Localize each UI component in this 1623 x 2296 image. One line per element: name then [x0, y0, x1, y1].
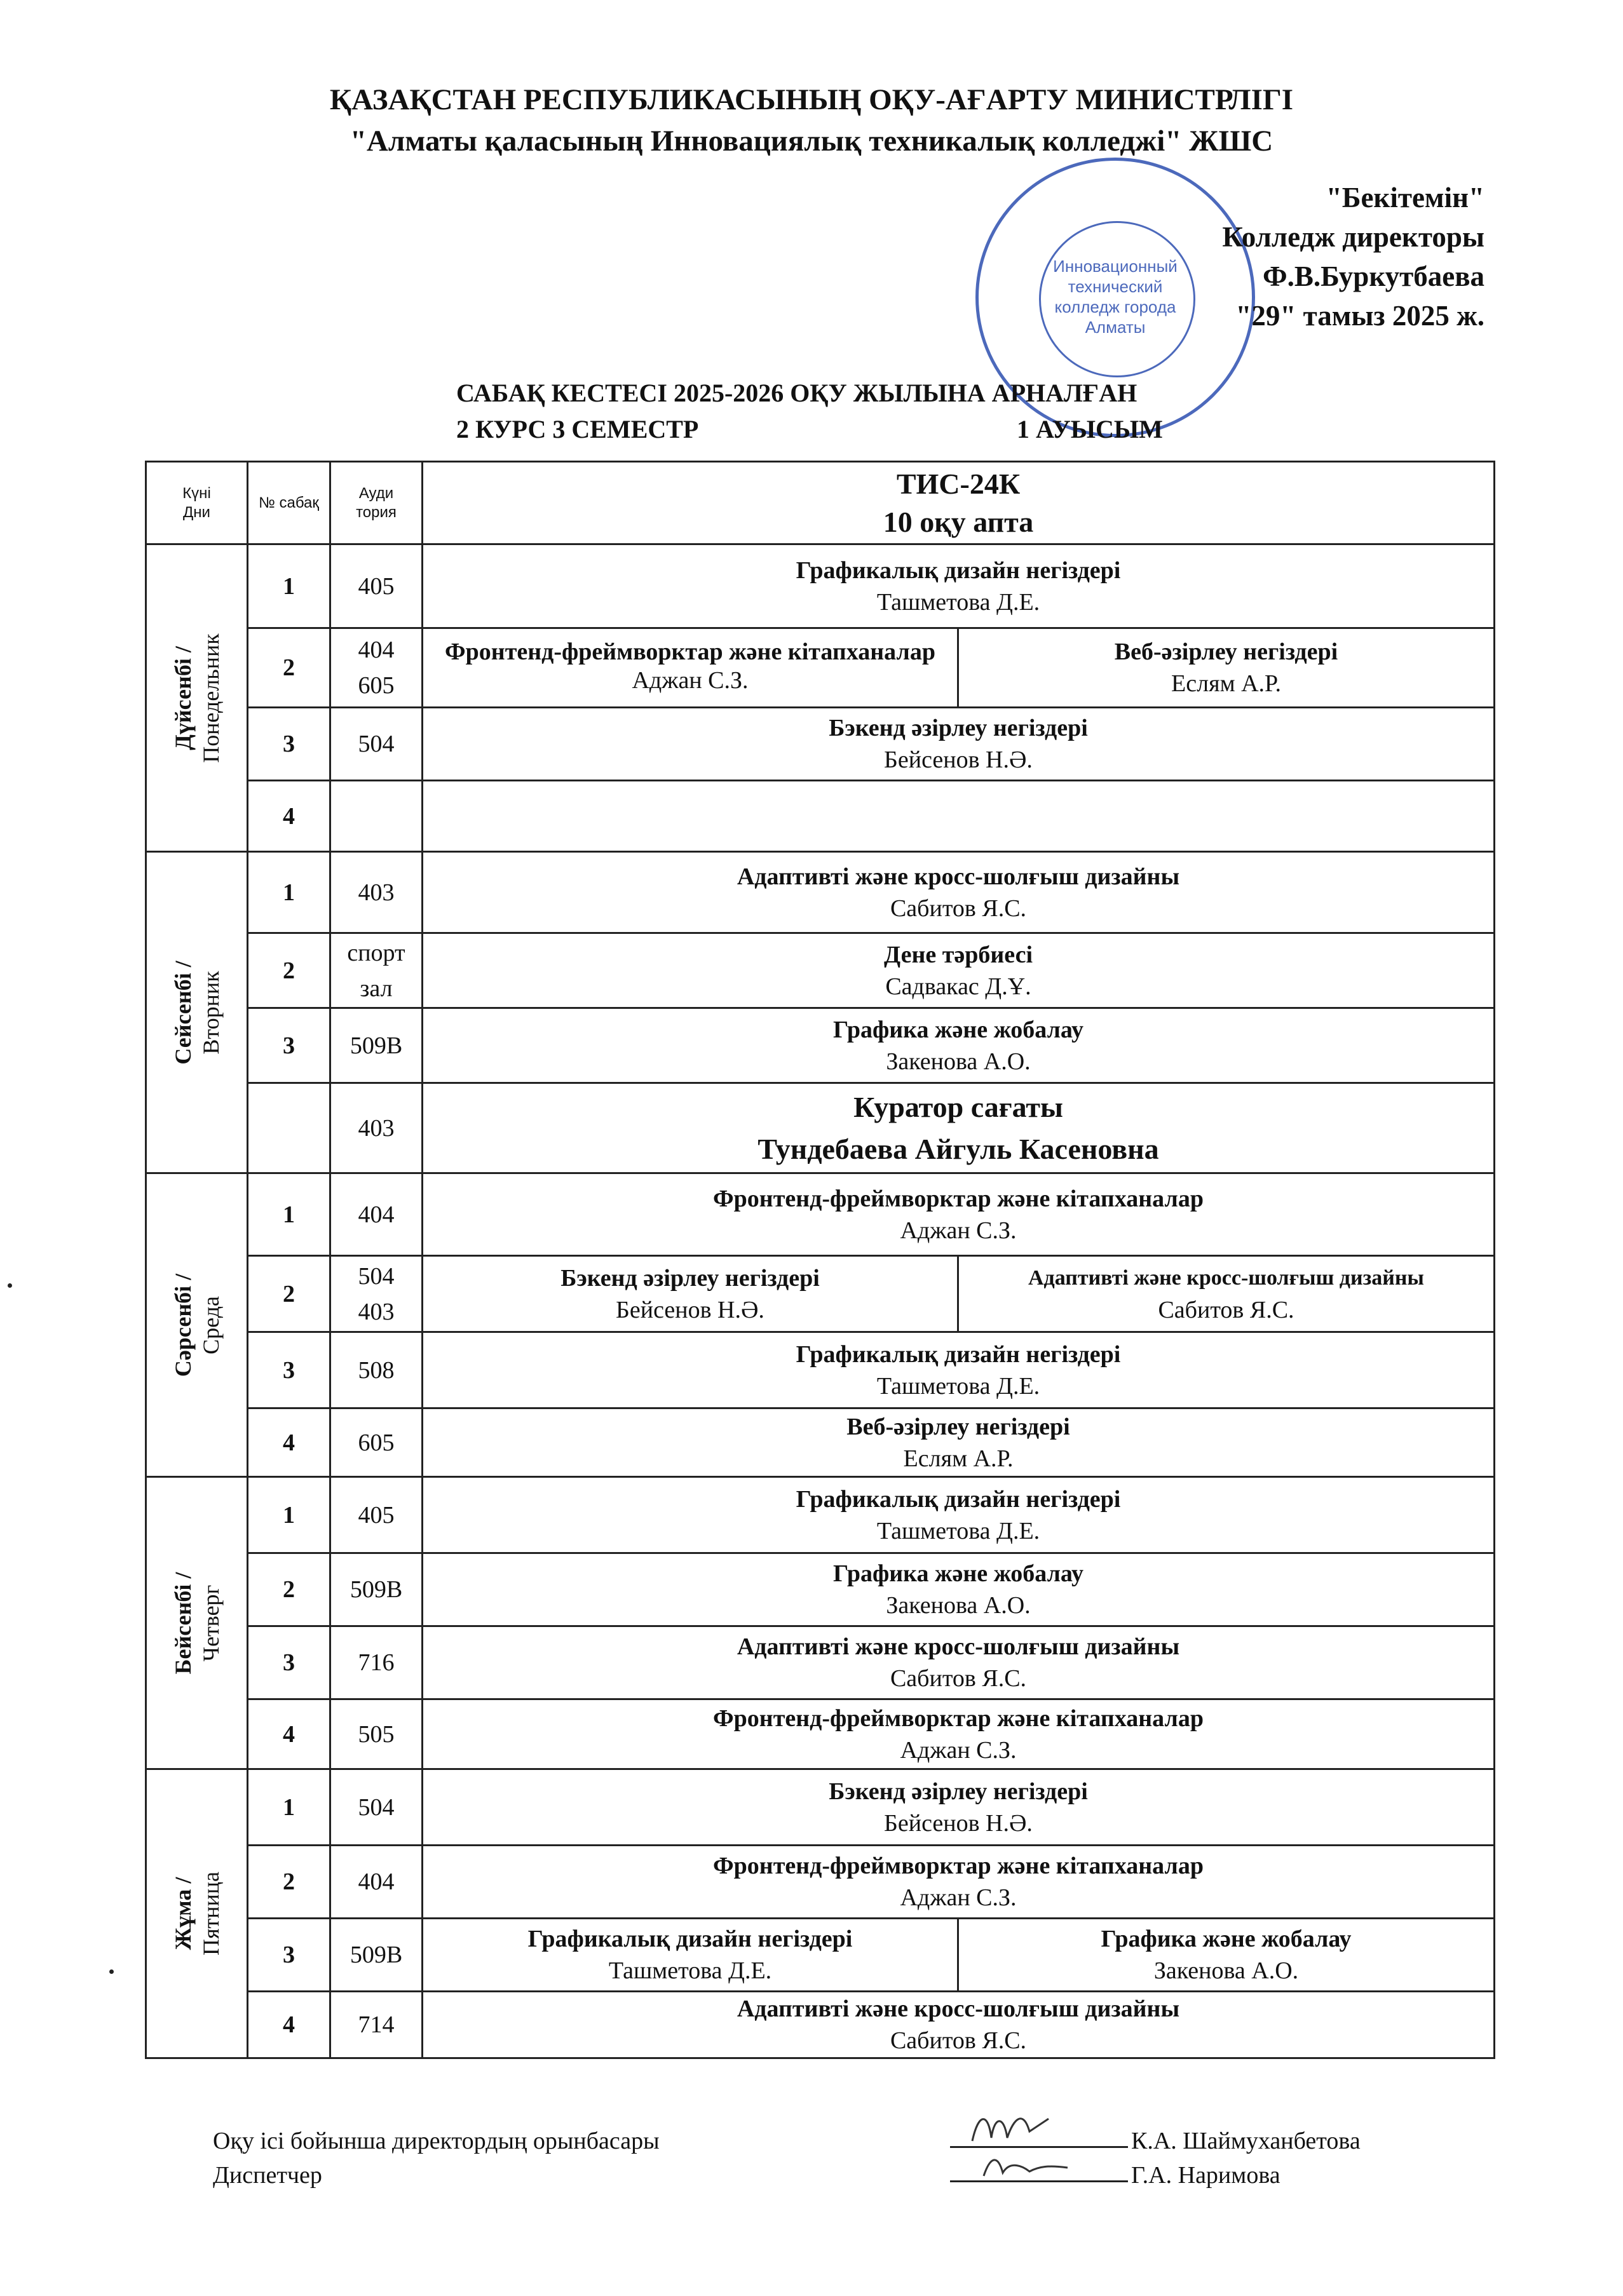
teacher: Еслям А.Р.	[903, 1445, 1014, 1472]
lesson-number: 1	[248, 852, 330, 933]
lesson-cell	[423, 852, 1495, 933]
table-row	[146, 1626, 1495, 1699]
lesson-number: 2	[248, 1256, 330, 1332]
day-cell-tuesday	[146, 852, 248, 1173]
room-b: 403	[358, 1298, 395, 1325]
lesson-number: 3	[248, 708, 330, 781]
subject: Бэкенд әзірлеу негіздері	[560, 1264, 820, 1292]
room-b: 605	[358, 672, 395, 699]
day-label-tuesday: Сейсенбі / Вторник	[170, 960, 224, 1065]
stamp-line: технический	[1068, 277, 1163, 296]
ministry-title: ҚАЗАҚСТАН РЕСПУБЛИКАСЫНЫҢ ОҚУ-АҒАРТУ МИНИСТРЛІГІ	[329, 83, 1294, 116]
week-label: 10 оқу апта	[883, 505, 1034, 538]
teacher: Аджан С.З.	[900, 1217, 1017, 1244]
col-day-ru: Дни	[183, 503, 210, 521]
lesson-number: 1	[248, 1769, 330, 1846]
teacher: Аджан С.З.	[632, 667, 749, 694]
lesson-cell	[423, 1626, 1495, 1699]
lesson-cell	[423, 1992, 1495, 2058]
teacher: Ташметова Д.Е.	[876, 588, 1040, 616]
subject: Графика және жобалау	[1101, 1926, 1352, 1952]
teacher: Садвакас Д.Ұ.	[885, 973, 1031, 1000]
lesson-cell	[423, 1332, 1495, 1408]
curator-title: Куратор сағаты	[853, 1090, 1063, 1123]
lesson-number: 2	[248, 1846, 330, 1919]
col-room-1: Ауди	[358, 484, 394, 502]
curator-cell	[423, 1083, 1495, 1173]
table-row	[146, 1083, 1495, 1173]
approval-director: Ф.В.Буркутбаева	[1263, 260, 1484, 292]
col-room-2: тория	[356, 503, 397, 521]
table-row	[146, 1408, 1495, 1477]
room-cell	[330, 781, 423, 852]
schedule-table	[145, 461, 1495, 2059]
approval-block	[1222, 178, 1484, 335]
teacher: Сабитов Я.С.	[1158, 1296, 1294, 1323]
scan-speck	[8, 1283, 12, 1288]
lesson-cell-b	[958, 1256, 1495, 1332]
table-row	[146, 1477, 1495, 1553]
table-row	[146, 1699, 1495, 1769]
lesson-cell	[423, 933, 1495, 1008]
lesson-number: 3	[248, 1626, 330, 1699]
room-cell: 605	[330, 1408, 423, 1477]
teacher: Закенова А.О.	[1153, 1957, 1299, 1984]
lesson-cell-a	[423, 1919, 958, 1992]
room-b: зал	[360, 975, 393, 1002]
room-cell: 716	[330, 1626, 423, 1699]
room-cell: 403	[330, 1083, 423, 1173]
room-cell: 509В	[330, 1008, 423, 1083]
room-cell	[330, 933, 423, 1008]
lesson-cell	[423, 708, 1495, 781]
group-name: ТИС-24К	[896, 467, 1021, 500]
room-a: спорт	[347, 939, 405, 966]
teacher: Закенова А.О.	[886, 1048, 1031, 1075]
approval-line: "Бекітемін"	[1326, 182, 1484, 213]
room-cell: 714	[330, 1992, 423, 2058]
scan-speck	[109, 1969, 114, 1974]
subject: Веб-әзірлеу негіздері	[1114, 638, 1338, 665]
subject: Бэкенд әзірлеу негіздері	[829, 1778, 1088, 1805]
lesson-cell	[423, 781, 1495, 852]
table-row	[146, 1173, 1495, 1256]
room-cell: 404	[330, 1846, 423, 1919]
room-a: 504	[358, 1262, 395, 1290]
subject: Графикалық дизайн негіздері	[796, 1485, 1121, 1513]
lesson-cell	[423, 1477, 1495, 1553]
day-cell-wednesday	[146, 1173, 248, 1477]
day-cell-friday	[146, 1769, 248, 2058]
stamp-text	[979, 256, 1252, 337]
lesson-number: 1	[248, 1173, 330, 1256]
subject: Фронтенд-фреймворктар және кітапханалар	[713, 1185, 1204, 1212]
lesson-cell	[423, 1699, 1495, 1769]
signature-mark	[966, 2106, 1068, 2151]
teacher: Бейсенов Н.Ә.	[884, 746, 1033, 773]
col-room-header	[330, 462, 423, 544]
room-cell: 509В	[330, 1919, 423, 1992]
teacher: Закенова А.О.	[886, 1592, 1031, 1619]
subject: Фронтенд-фреймворктар және кітапханалар	[713, 1853, 1204, 1879]
teacher: Аджан С.З.	[900, 1884, 1017, 1911]
schedule-title: САБАҚ КЕСТЕСІ 2025-2026 ОҚУ ЖЫЛЫНА АРНАЛҒАН	[456, 379, 1137, 407]
subject: Адаптивті және кросс-шолғыш дизайны	[737, 1995, 1180, 2022]
subject: Дене тәрбиесі	[883, 941, 1033, 968]
lesson-number: 3	[248, 1332, 330, 1408]
room-cell: 405	[330, 1477, 423, 1553]
table-row	[146, 1256, 1495, 1332]
day-label-monday: Дүйсенбі / Понедельник	[170, 633, 224, 763]
stamp-line: Инновационный	[1053, 257, 1178, 276]
approval-position: Колледж директоры	[1222, 221, 1484, 253]
lesson-cell	[423, 1008, 1495, 1083]
shift-label: 1 АУЫСЫМ	[1017, 415, 1163, 443]
subject: Графикалық дизайн негіздері	[796, 1340, 1121, 1368]
table-row	[146, 1769, 1495, 1846]
lesson-cell-b	[958, 1919, 1495, 1992]
table-row	[146, 1553, 1495, 1626]
lesson-cell	[423, 544, 1495, 628]
table-row	[146, 628, 1495, 708]
deputy-title: Оқу ісі бойынша директордың орынбасары	[213, 2128, 660, 2154]
lesson-number: 4	[248, 1408, 330, 1477]
col-num-header: № сабақ	[248, 462, 330, 544]
deputy-name: К.А. Шаймуханбетова	[1131, 2128, 1361, 2154]
room-cell	[330, 628, 423, 708]
lesson-cell-a	[423, 628, 958, 708]
curator-name: Тундебаева Айгуль Касеновна	[757, 1132, 1159, 1165]
room-cell: 505	[330, 1699, 423, 1769]
subject: Адаптивті және кросс-шолғыш дизайны	[1028, 1266, 1424, 1290]
lesson-cell	[423, 1769, 1495, 1846]
subject: Графикалық дизайн негіздері	[796, 557, 1121, 584]
lesson-number: 2	[248, 1553, 330, 1626]
day-label-friday: Жұма / Пятница	[170, 1871, 224, 1956]
teacher: Еслям А.Р.	[1171, 670, 1281, 697]
course-semester: 2 КУРС 3 СЕМЕСТР	[456, 415, 699, 443]
table-row	[146, 852, 1495, 933]
room-cell: 508	[330, 1332, 423, 1408]
teacher: Ташметова Д.Е.	[876, 1517, 1040, 1544]
lesson-number: 3	[248, 1008, 330, 1083]
table-row	[146, 1008, 1495, 1083]
subject: Фронтенд-фреймворктар және кітапханалар	[713, 1705, 1204, 1732]
signature-mark	[979, 2147, 1080, 2185]
subject: Графикалық дизайн негіздері	[527, 1926, 853, 1952]
dispatcher-title: Диспетчер	[213, 2162, 322, 2189]
lesson-cell	[423, 1846, 1495, 1919]
subject: Адаптивті және кросс-шолғыш дизайны	[737, 863, 1180, 890]
lesson-number: 2	[248, 628, 330, 708]
college-title: "Алматы қаласының Инновациялық техникалық колледжі" ЖШС	[350, 125, 1273, 158]
table-row	[146, 1846, 1495, 1919]
group-header	[423, 462, 1495, 544]
subject: Фронтенд-фреймворктар және кітапханалар	[445, 638, 935, 665]
lesson-cell	[423, 1553, 1495, 1626]
table-row	[146, 781, 1495, 852]
dispatcher-name: Г.А. Наримова	[1131, 2162, 1280, 2189]
teacher: Бейсенов Н.Ә.	[884, 1809, 1033, 1837]
lesson-number: 1	[248, 544, 330, 628]
room-cell: 504	[330, 708, 423, 781]
approval-date: "29" тамыз 2025 ж.	[1235, 300, 1484, 332]
lesson-number: 3	[248, 1919, 330, 1992]
stamp-line: Алматы	[1085, 318, 1146, 337]
day-cell-monday	[146, 544, 248, 852]
room-cell	[330, 1256, 423, 1332]
lesson-number: 4	[248, 1699, 330, 1769]
lesson-cell	[423, 1408, 1495, 1477]
lesson-number	[248, 1083, 330, 1173]
teacher: Сабитов Я.С.	[890, 2027, 1027, 2054]
subject: Графика және жобалау	[833, 1560, 1083, 1587]
subject: Бэкенд әзірлеу негіздері	[829, 715, 1088, 741]
lesson-number: 1	[248, 1477, 330, 1553]
lesson-number: 4	[248, 781, 330, 852]
subject: Веб-әзірлеу негіздері	[846, 1413, 1070, 1440]
table-header-row	[146, 462, 1495, 544]
teacher: Ташметова Д.Е.	[608, 1957, 772, 1984]
col-day-header	[146, 462, 248, 544]
lesson-number: 4	[248, 1992, 330, 2058]
subject: Адаптивті және кросс-шолғыш дизайны	[737, 1633, 1180, 1660]
room-cell: 405	[330, 544, 423, 628]
teacher: Сабитов Я.С.	[890, 895, 1027, 922]
day-label-thursday: Бейсенбі / Четверг	[170, 1572, 224, 1674]
table-row	[146, 1992, 1495, 2058]
lesson-cell-b	[958, 628, 1495, 708]
teacher: Сабитов Я.С.	[890, 1665, 1027, 1692]
day-label-wednesday: Сәрсенбі / Среда	[170, 1273, 224, 1377]
stamp-line: колледж города	[1054, 297, 1176, 316]
table-row	[146, 1332, 1495, 1408]
day-cell-thursday	[146, 1477, 248, 1769]
subject: Графика және жобалау	[833, 1016, 1083, 1043]
table-row	[146, 933, 1495, 1008]
col-day-kz: Күні	[182, 484, 211, 502]
table-row	[146, 544, 1495, 628]
table-row	[146, 1919, 1495, 1992]
room-cell: 504	[330, 1769, 423, 1846]
lesson-number: 2	[248, 933, 330, 1008]
room-cell: 403	[330, 852, 423, 933]
lesson-cell	[423, 1173, 1495, 1256]
teacher: Аджан С.З.	[900, 1736, 1017, 1764]
teacher: Бейсенов Н.Ә.	[616, 1296, 764, 1323]
room-cell: 509В	[330, 1553, 423, 1626]
teacher: Ташметова Д.Е.	[876, 1372, 1040, 1400]
table-row	[146, 708, 1495, 781]
lesson-cell-a	[423, 1256, 958, 1332]
room-cell: 404	[330, 1173, 423, 1256]
room-a: 404	[358, 637, 395, 663]
